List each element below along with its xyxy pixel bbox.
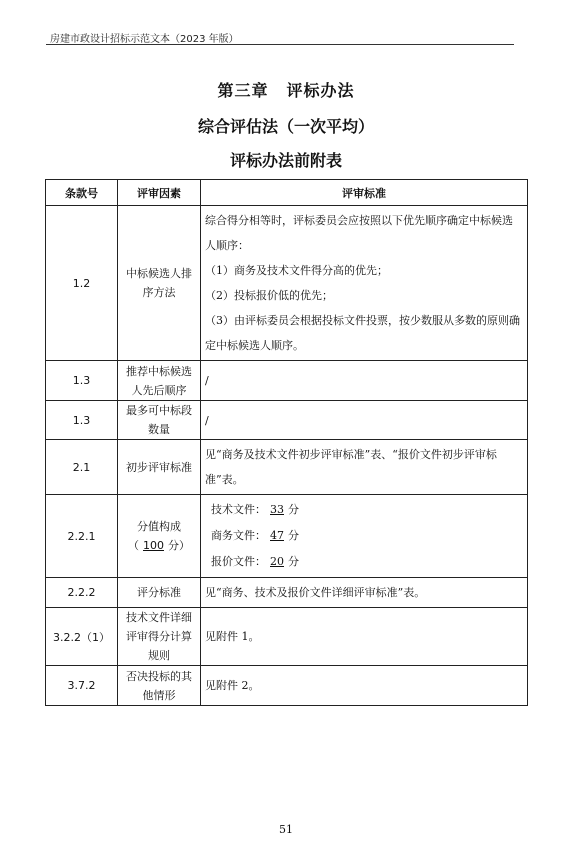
method-title: 综合评估法（一次平均） [197, 117, 374, 136]
chapter-title [0, 78, 572, 101]
table-row [46, 206, 528, 361]
evaluation-table [45, 179, 528, 706]
clause-cell: 1.2 [46, 206, 118, 361]
col-header-clause: 条款号 [46, 180, 118, 206]
factor-cell: 推荐中标候选人先后顺序 [118, 361, 201, 401]
table-row [46, 361, 528, 401]
factor-cell: 初步评审标准 [118, 440, 201, 495]
factor-cell: 否决投标的其他情形 [118, 666, 201, 706]
standard-cell: / [201, 401, 528, 440]
col-header-standard: 评审标准 [201, 180, 528, 206]
col-header-factor: 评审因素 [118, 180, 201, 206]
table-header-row [46, 180, 528, 206]
clause-cell: 1.3 [46, 401, 118, 440]
score-line-price: 报价文件： 20 分 [211, 555, 299, 568]
score-value: 33 [270, 503, 284, 516]
score-value: 20 [270, 555, 284, 568]
score-line-technical: 技术文件： 33 分 [211, 503, 299, 516]
table-title: 评标办法前附表 [229, 151, 342, 170]
table-row [46, 578, 528, 608]
header-divider [46, 44, 514, 45]
standard-line: （2）投标报价低的优先； [205, 289, 333, 302]
standard-cell [201, 206, 528, 361]
standard-cell: 见附件 2。 [201, 666, 528, 706]
standard-cell: / [201, 361, 528, 401]
total-score: （ 100 分） [128, 539, 190, 552]
factor-cell: 技术文件详细评审得分计算规则 [118, 608, 201, 666]
page-number: 51 [279, 823, 293, 836]
standard-line: （1）商务及技术文件得分高的优先； [205, 264, 388, 277]
factor-cell: 中标候选人排序方法 [118, 206, 201, 361]
score-breakdown-cell [201, 495, 528, 578]
standard-cell: 见“商务、技术及报价文件详细评审标准”表。 [201, 578, 528, 608]
standard-line: 综合得分相等时，评标委员会应按照以下优先顺序确定中标候选人顺序： [205, 214, 513, 252]
table-row [46, 666, 528, 706]
standard-cell: 见“商务及技术文件初步评审标准”表、“报价文件初步评审标准”表。 [201, 440, 528, 495]
standard-line: （3）由评标委员会根据投标文件投票，按少数服从多数的原则确定中标候选人顺序。 [205, 314, 520, 352]
factor-cell: 评分标准 [118, 578, 201, 608]
factor-cell: 最多可中标段数量 [118, 401, 201, 440]
factor-label: 分值构成 [137, 520, 181, 533]
score-line-business: 商务文件： 47 分 [211, 529, 299, 542]
clause-cell: 2.2.1 [46, 495, 118, 578]
clause-cell: 2.2.2 [46, 578, 118, 608]
total-score-value: 100 [143, 539, 164, 552]
table-row [46, 401, 528, 440]
standard-cell: 见附件 1。 [201, 608, 528, 666]
clause-cell: 3.7.2 [46, 666, 118, 706]
table-row [46, 495, 528, 578]
score-value: 47 [270, 529, 284, 542]
chapter-number: 第三章 [217, 81, 269, 100]
factor-cell [118, 495, 201, 578]
clause-cell: 3.2.2（1） [46, 608, 118, 666]
table-row [46, 440, 528, 495]
chapter-name: 评标办法 [286, 81, 355, 100]
running-header: 房建市政设计招标示范文本（2023 年版） [50, 34, 239, 45]
clause-cell: 1.3 [46, 361, 118, 401]
table-row [46, 608, 528, 666]
clause-cell: 2.1 [46, 440, 118, 495]
